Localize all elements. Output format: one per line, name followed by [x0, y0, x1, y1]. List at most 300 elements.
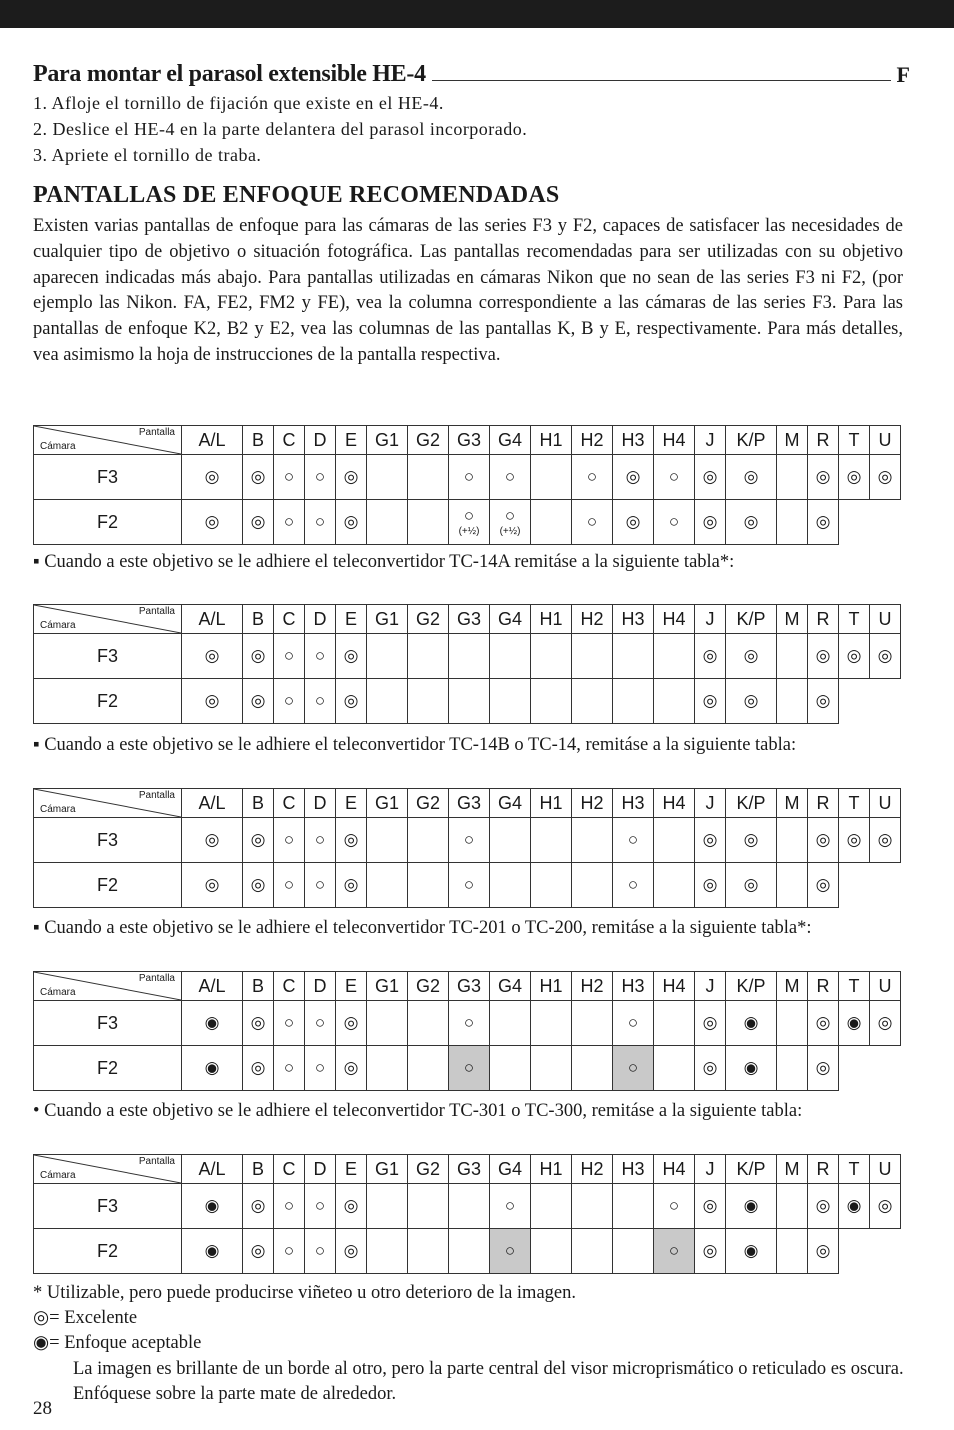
- rating-cell: [305, 500, 336, 545]
- usable-symbol: ○: [314, 1057, 326, 1077]
- table-row: [34, 1001, 901, 1046]
- excellent-symbol: ◎: [846, 829, 862, 849]
- camera-label: F2: [34, 679, 182, 724]
- usable-symbol: ○: [586, 466, 598, 486]
- excellent-symbol: ◎: [815, 690, 831, 710]
- column-header: T: [839, 972, 870, 1001]
- rating-cell: [654, 634, 695, 679]
- rating-cell: [695, 1046, 726, 1091]
- column-header: B: [243, 1155, 274, 1184]
- excellent-symbol: ◎: [702, 511, 718, 531]
- column-header: G1: [367, 605, 408, 634]
- corner-cell: [34, 1155, 182, 1184]
- rating-cell: [695, 634, 726, 679]
- compat-table: [33, 971, 901, 1091]
- column-header: B: [243, 605, 274, 634]
- column-header: C: [274, 1155, 305, 1184]
- rating-cell: [777, 679, 808, 724]
- rating-cell: [613, 1229, 654, 1274]
- rating-cell: [305, 1229, 336, 1274]
- acceptable-symbol: ◉: [743, 1057, 759, 1077]
- usable-symbol: ○: [283, 511, 295, 531]
- excellent-symbol: ◎: [702, 645, 718, 665]
- column-header: G2: [408, 972, 449, 1001]
- column-header: M: [777, 972, 808, 1001]
- column-header: G3: [449, 426, 490, 455]
- rating-cell: [572, 1229, 613, 1274]
- column-header: M: [777, 426, 808, 455]
- rating-cell: [243, 1001, 274, 1046]
- empty-cell: [839, 1046, 870, 1091]
- column-header: D: [305, 1155, 336, 1184]
- empty-cell: [839, 500, 870, 545]
- rating-cell: [726, 455, 777, 500]
- column-header: C: [274, 426, 305, 455]
- rating-cell: [613, 455, 654, 500]
- rating-cell: [808, 634, 839, 679]
- table-header-row: [34, 605, 901, 634]
- column-header: G3: [449, 972, 490, 1001]
- rating-cell: [777, 1229, 808, 1274]
- excellent-symbol: ◎: [815, 829, 831, 849]
- rating-cell: [777, 1184, 808, 1229]
- acceptable-symbol: ◉: [204, 1057, 220, 1077]
- excellent-symbol: ◎: [702, 1057, 718, 1077]
- excellent-symbol: ◎: [815, 645, 831, 665]
- usable-symbol: ○: [463, 506, 475, 525]
- rating-cell: [808, 1046, 839, 1091]
- rating-cell: [336, 1229, 367, 1274]
- rating-cell: [613, 500, 654, 545]
- excellent-symbol: ◎: [343, 1240, 359, 1260]
- column-header: R: [808, 1155, 839, 1184]
- excellent-symbol: ◎: [846, 466, 862, 486]
- column-header: M: [777, 1155, 808, 1184]
- table-row: [34, 1184, 901, 1229]
- rating-cell: [408, 679, 449, 724]
- excellent-symbol: ◎: [702, 690, 718, 710]
- rating-cell: [839, 634, 870, 679]
- rating-cell: [531, 679, 572, 724]
- step-item: 2. Deslice el HE-4 en la parte delantera del parasol incorporado.: [33, 119, 528, 139]
- excellent-symbol: ◎: [702, 466, 718, 486]
- column-header: H2: [572, 1155, 613, 1184]
- pantalla-label: Pantalla: [138, 427, 175, 438]
- rating-cell: [305, 818, 336, 863]
- excellent-symbol: ◎: [343, 645, 359, 665]
- usable-symbol: ○: [586, 511, 598, 531]
- excellent-symbol: ◎: [250, 1240, 266, 1260]
- rating-cell: [839, 1184, 870, 1229]
- column-header: E: [336, 972, 367, 1001]
- column-header: R: [808, 426, 839, 455]
- note-text: Cuando a este objetivo se le adhiere el teleconvertidor TC-301 o TC-300, remitáse a la siguiente tabla:: [44, 1101, 803, 1121]
- excellent-symbol: ◎: [343, 1195, 359, 1215]
- usable-symbol: ○: [283, 1195, 295, 1215]
- column-header: G1: [367, 426, 408, 455]
- camara-label: Cámara: [40, 1170, 76, 1181]
- usable-symbol: ○: [463, 874, 475, 894]
- rating-cell: [808, 1184, 839, 1229]
- rating-cell: [613, 818, 654, 863]
- rating-cell: [695, 500, 726, 545]
- rating-cell: [726, 1184, 777, 1229]
- column-header: R: [808, 605, 839, 634]
- rating-cell: [274, 455, 305, 500]
- rating-cell: [274, 1184, 305, 1229]
- rating-cell: [243, 500, 274, 545]
- column-header: G2: [408, 789, 449, 818]
- usable-symbol: ○: [463, 1012, 475, 1032]
- usable-symbol: ○: [627, 829, 639, 849]
- rating-cell: [305, 634, 336, 679]
- usable-symbol: ○: [283, 1240, 295, 1260]
- usable-symbol: ○: [314, 1195, 326, 1215]
- rating-cell: [654, 455, 695, 500]
- heading-title: Para montar el parasol extensible HE-4: [33, 61, 426, 87]
- rating-cell: [367, 679, 408, 724]
- column-header: H1: [531, 789, 572, 818]
- rating-cell: [870, 634, 901, 679]
- pantalla-label: Pantalla: [138, 1156, 175, 1167]
- column-header: J: [695, 789, 726, 818]
- usable-symbol: ○: [314, 645, 326, 665]
- rating-cell: [182, 500, 243, 545]
- rating-cell: [243, 634, 274, 679]
- column-header: G3: [449, 605, 490, 634]
- rating-cell: [808, 679, 839, 724]
- camera-label: F3: [34, 1184, 182, 1229]
- note-1: ▪ Cuando a este objetivo se le adhiere el teleconvertidor TC-14A remitáse a la siguiente tabla*:: [33, 552, 735, 572]
- rating-cell: [408, 634, 449, 679]
- excellent-symbol: ◎: [343, 1012, 359, 1032]
- column-header: T: [839, 605, 870, 634]
- column-header: J: [695, 426, 726, 455]
- rating-cell: [808, 455, 839, 500]
- compat-table: [33, 425, 901, 545]
- rating-cell: [449, 1001, 490, 1046]
- column-header: H2: [572, 972, 613, 1001]
- camera-label: F3: [34, 818, 182, 863]
- rating-cell: [531, 1184, 572, 1229]
- rating-cell: [408, 1184, 449, 1229]
- usable-symbol: ○: [504, 1195, 516, 1215]
- usable-symbol: ○: [283, 466, 295, 486]
- camera-label: F2: [34, 1229, 182, 1274]
- excellent-symbol: ◎: [743, 645, 759, 665]
- acceptable-symbol: ◉: [204, 1012, 220, 1032]
- column-header: G1: [367, 789, 408, 818]
- excellent-symbol: ◎: [343, 1057, 359, 1077]
- usable-symbol: ○: [668, 1195, 680, 1215]
- column-header: H1: [531, 605, 572, 634]
- rating-cell: [808, 500, 839, 545]
- camara-label: Cámara: [40, 620, 76, 631]
- column-header: E: [336, 1155, 367, 1184]
- rating-cell: [613, 634, 654, 679]
- rating-cell: [490, 500, 531, 545]
- rating-cell: [839, 455, 870, 500]
- column-header: M: [777, 789, 808, 818]
- excellent-symbol: ◎: [343, 829, 359, 849]
- acceptable-symbol: ◉: [743, 1195, 759, 1215]
- rating-cell: [808, 1229, 839, 1274]
- rating-cell: [490, 679, 531, 724]
- column-header: H3: [613, 789, 654, 818]
- rating-cell: [408, 818, 449, 863]
- rating-cell: [695, 455, 726, 500]
- note-text: Cuando a este objetivo se le adhiere el teleconvertidor TC-201 o TC-200, remitáse a la siguiente tabla*:: [44, 918, 812, 938]
- camara-label: Cámara: [40, 804, 76, 815]
- excellent-symbol: ◎: [815, 874, 831, 894]
- rating-cell: [274, 1229, 305, 1274]
- column-header: E: [336, 605, 367, 634]
- excellent-symbol: ◎: [204, 829, 220, 849]
- acceptable-symbol: ◉: [846, 1012, 862, 1032]
- note-text: Cuando a este objetivo se le adhiere el teleconvertidor TC-14B o TC-14, remitáse a la siguiente tabla:: [44, 735, 797, 755]
- column-header: G4: [490, 1155, 531, 1184]
- rating-cell: [572, 500, 613, 545]
- rating-cell: [870, 455, 901, 500]
- usable-symbol: ○: [504, 506, 516, 525]
- rating-cell: [726, 863, 777, 908]
- table-row: [34, 818, 901, 863]
- column-header: R: [808, 972, 839, 1001]
- steps-list: [33, 90, 527, 168]
- column-header: J: [695, 1155, 726, 1184]
- rating-cell: [449, 1046, 490, 1091]
- rating-cell: [654, 679, 695, 724]
- top-bar: [0, 0, 954, 28]
- rating-cell: [274, 634, 305, 679]
- rating-cell: [613, 863, 654, 908]
- usable-symbol: ○: [314, 690, 326, 710]
- corner-cell: [34, 972, 182, 1001]
- column-header: T: [839, 426, 870, 455]
- excellent-symbol: ◎: [815, 1012, 831, 1032]
- rating-cell: [449, 1184, 490, 1229]
- rating-cell: [243, 1184, 274, 1229]
- rating-cell: [695, 1229, 726, 1274]
- camera-label: F2: [34, 500, 182, 545]
- excellent-symbol: ◎: [204, 874, 220, 894]
- usable-symbol: ○: [314, 829, 326, 849]
- column-header: C: [274, 789, 305, 818]
- pantalla-label: Pantalla: [138, 973, 175, 984]
- note-2: ▪ Cuando a este objetivo se le adhiere el teleconvertidor TC-14B o TC-14, remitáse a la siguiente tabla:: [33, 735, 797, 755]
- rating-cell: [695, 818, 726, 863]
- table-row: [34, 634, 901, 679]
- compensation-note: (+½): [458, 526, 480, 537]
- column-header: E: [336, 426, 367, 455]
- column-header: U: [870, 789, 901, 818]
- footnote-excellent: ◎= Excelente: [33, 1308, 138, 1328]
- column-header: H4: [654, 426, 695, 455]
- compat-table: [33, 1154, 901, 1274]
- excellent-symbol: ◎: [702, 1240, 718, 1260]
- column-header: G4: [490, 972, 531, 1001]
- pantalla-label: Pantalla: [138, 606, 175, 617]
- excellent-symbol: ◎: [250, 690, 266, 710]
- column-header: G2: [408, 1155, 449, 1184]
- excellent-symbol: ◎: [625, 511, 641, 531]
- rating-cell: [243, 863, 274, 908]
- rating-cell: [572, 679, 613, 724]
- rating-cell: [449, 634, 490, 679]
- column-header: K/P: [726, 789, 777, 818]
- column-header: H2: [572, 426, 613, 455]
- rating-cell: [449, 455, 490, 500]
- table-header-row: [34, 426, 901, 455]
- column-header: B: [243, 972, 274, 1001]
- usable-symbol: ○: [283, 829, 295, 849]
- rating-cell: [182, 863, 243, 908]
- step-item: 1. Afloje el tornillo de fijación que existe en el HE-4.: [33, 93, 444, 113]
- rating-cell: [695, 863, 726, 908]
- excellent-symbol: ◎: [343, 690, 359, 710]
- column-header: G1: [367, 972, 408, 1001]
- excellent-symbol: ◎: [250, 1195, 266, 1215]
- rating-cell: [531, 500, 572, 545]
- usable-symbol: ○: [314, 1012, 326, 1032]
- column-header: K/P: [726, 605, 777, 634]
- excellent-symbol: ◎: [625, 466, 641, 486]
- table-header-row: [34, 789, 901, 818]
- rating-cell: [336, 863, 367, 908]
- camera-label: F3: [34, 455, 182, 500]
- column-header: A/L: [182, 605, 243, 634]
- usable-symbol: ○: [463, 466, 475, 486]
- usable-symbol: ○: [283, 1057, 295, 1077]
- rating-cell: [531, 1001, 572, 1046]
- column-header: H1: [531, 1155, 572, 1184]
- empty-cell: [870, 863, 901, 908]
- column-header: H2: [572, 789, 613, 818]
- camera-label: F3: [34, 1001, 182, 1046]
- excellent-symbol: ◎: [204, 645, 220, 665]
- excellent-symbol: ◎: [877, 466, 893, 486]
- rating-cell: [808, 1001, 839, 1046]
- rating-cell: [490, 1001, 531, 1046]
- rating-cell: [408, 455, 449, 500]
- rating-cell: [654, 500, 695, 545]
- rating-cell: [490, 1046, 531, 1091]
- rating-cell: [449, 863, 490, 908]
- rating-cell: [367, 1001, 408, 1046]
- compat-table: [33, 788, 901, 908]
- rating-cell: [490, 1184, 531, 1229]
- column-header: B: [243, 426, 274, 455]
- rating-cell: [367, 634, 408, 679]
- rating-cell: [274, 679, 305, 724]
- rating-cell: [572, 455, 613, 500]
- rating-cell: [613, 1001, 654, 1046]
- table-row: [34, 679, 901, 724]
- rating-cell: [336, 1184, 367, 1229]
- excellent-symbol: ◎: [204, 466, 220, 486]
- column-header: D: [305, 426, 336, 455]
- rating-cell: [490, 818, 531, 863]
- usable-symbol: ○: [627, 1012, 639, 1032]
- rating-cell: [367, 1229, 408, 1274]
- rating-cell: [182, 679, 243, 724]
- footnote-detail: La imagen es brillante de un borde al otro, pero la parte central del visor microprismático o reticulado es oscura. Enfóquese sobre la parte mate de alrededor.: [73, 1359, 904, 1404]
- column-header: H4: [654, 789, 695, 818]
- acceptable-symbol: ◉: [846, 1195, 862, 1215]
- rating-cell: [243, 455, 274, 500]
- rating-cell: [305, 863, 336, 908]
- rating-cell: [408, 1001, 449, 1046]
- rating-cell: [726, 679, 777, 724]
- usable-symbol: ○: [627, 1057, 639, 1077]
- rating-cell: [449, 818, 490, 863]
- empty-cell: [870, 1229, 901, 1274]
- rating-cell: [654, 1184, 695, 1229]
- footnote-asterisk: * Utilizable, pero puede producirse viñeteo u otro deterioro de la imagen.: [33, 1283, 576, 1303]
- rating-cell: [367, 1184, 408, 1229]
- rating-cell: [839, 818, 870, 863]
- column-header: A/L: [182, 789, 243, 818]
- rating-cell: [572, 1184, 613, 1229]
- rating-cell: [695, 1184, 726, 1229]
- rating-cell: [654, 1001, 695, 1046]
- camera-label: F2: [34, 863, 182, 908]
- section-heading: [33, 58, 910, 88]
- rating-cell: [336, 634, 367, 679]
- column-header: G2: [408, 426, 449, 455]
- excellent-symbol: ◎: [815, 1057, 831, 1077]
- rating-cell: [336, 455, 367, 500]
- rating-cell: [613, 1046, 654, 1091]
- rating-cell: [182, 818, 243, 863]
- rating-cell: [408, 863, 449, 908]
- excellent-symbol: ◎: [743, 466, 759, 486]
- rating-cell: [839, 1001, 870, 1046]
- note-text: Cuando a este objetivo se le adhiere el teleconvertidor TC-14A remitáse a la siguiente tabla*:: [44, 552, 735, 572]
- table-row: [34, 863, 901, 908]
- table-row: [34, 455, 901, 500]
- rating-cell: [695, 679, 726, 724]
- column-header: H3: [613, 1155, 654, 1184]
- rating-cell: [777, 634, 808, 679]
- column-header: K/P: [726, 972, 777, 1001]
- rating-cell: [654, 1046, 695, 1091]
- rating-cell: [336, 679, 367, 724]
- rating-cell: [531, 1229, 572, 1274]
- column-header: A/L: [182, 1155, 243, 1184]
- rating-cell: [336, 818, 367, 863]
- column-header: M: [777, 605, 808, 634]
- empty-cell: [870, 679, 901, 724]
- rating-cell: [777, 818, 808, 863]
- acceptable-symbol: ◉: [204, 1195, 220, 1215]
- column-header: U: [870, 605, 901, 634]
- usable-symbol: ○: [283, 1012, 295, 1032]
- column-header: K/P: [726, 1155, 777, 1184]
- usable-symbol: ○: [668, 466, 680, 486]
- empty-cell: [839, 863, 870, 908]
- column-header: H3: [613, 605, 654, 634]
- column-header: C: [274, 972, 305, 1001]
- usable-symbol: ○: [314, 1240, 326, 1260]
- excellent-symbol: ◎: [250, 1057, 266, 1077]
- rating-cell: [305, 455, 336, 500]
- column-header: T: [839, 789, 870, 818]
- rating-cell: [336, 1001, 367, 1046]
- usable-symbol: ○: [314, 466, 326, 486]
- rating-cell: [490, 634, 531, 679]
- excellent-symbol: ◎: [250, 466, 266, 486]
